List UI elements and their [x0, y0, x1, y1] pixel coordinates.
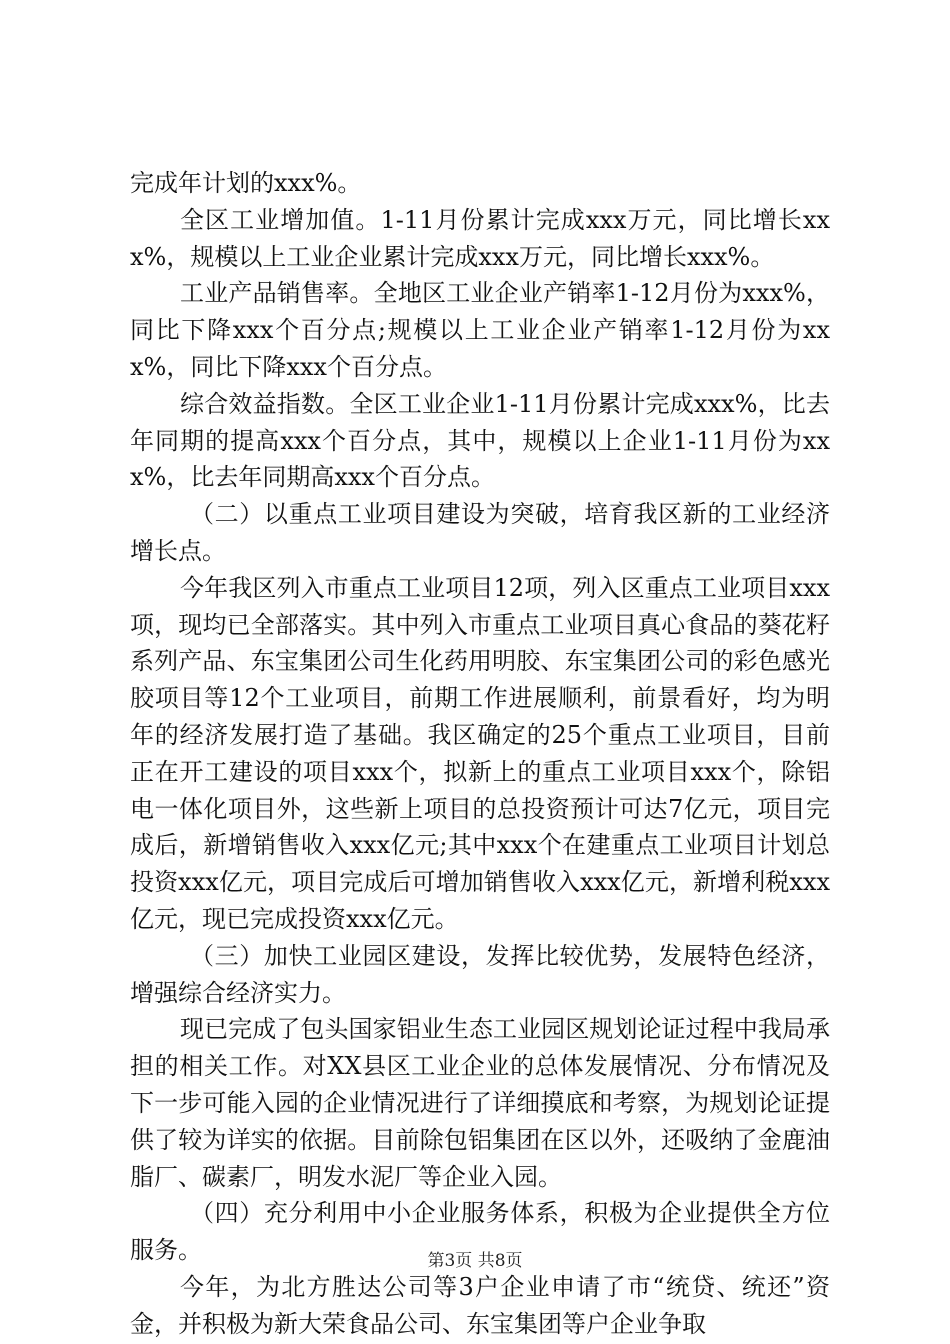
paragraph-2: 全区工业增加值。1-11月份累计完成xxx万元，同比增长xxx%，规模以上工业企业累计完成xxx万元，同比增长xxx%。: [130, 205, 830, 271]
section-heading-2: （二）以重点工业项目建设为突破，培育我区新的工业经济增长点。: [130, 500, 830, 565]
section-heading-4: （四）充分利用中小企业服务体系，积极为企业提供全方位服务。: [130, 1199, 830, 1265]
document-body: [130, 165, 830, 1343]
section-heading-3: （三）加快工业园区建设，发挥比较优势，发展特色经济，增强综合经济实力。: [130, 941, 830, 1007]
paragraph-8: 现已完成了包头国家铝业生态工业园区规划论证过程中我局承担的相关工作。对XX县区工业企业的总体发展情况、分布情况及下一步可能入园的企业情况进行了详细摸底和考察，为规划论证提供了较为详实的依据。目前除包铝集团在区以外，还吸纳了金鹿油脂厂、碳素厂，明发水泥厂等企业入园。: [130, 1015, 830, 1191]
paragraph-4: 综合效益指数。全区工业企业1-11月份累计完成xxx%，比去年同期的提高xxx个百分点，其中，规模以上企业1-11月份为xxx%，比去年同期高xxx个百分点。: [130, 389, 830, 492]
paragraph-3: 工业产品销售率。全地区工业企业产销率1-12月份为xxx%，同比下降xxx个百分点;规模以上工业企业产销率1-12月份为xxx%，同比下降xxx个百分点。: [130, 279, 830, 381]
paragraph-6: 今年我区列入市重点工业项目12项，列入区重点工业项目xxx项，现均已全部落实。其中列入市重点工业项目真心食品的葵花籽系列产品、东宝集团公司生化药用明胶、东宝集团公司的彩色感光胶项目等12个工业项目，前期工作进展顺利，前景看好，均为明年的经济发展打造了基础。我区确定的25个重点工业项目，目前正在开工建设的项目xxx个，拟新上的重点工业项目xxx个，除铝电一体化项目外，这些新上项目的总投资预计可达7亿元，项目完成后，新增销售收入xxx亿元;其中xxx个在建重点工业项目计划总投资xxx亿元，项目完成后可增加销售收入xxx亿元，新增利税xxx亿元，现已完成投资xxx亿元。: [130, 573, 830, 933]
paragraph-1: 完成年计划的xxx%。: [130, 169, 362, 197]
page-number-footer: 第3页 共8页: [427, 1251, 523, 1271]
paragraph-10: 今年，为北方胜达公司等3户企业申请了市“统贷、统还”资金，并积极为新大荣食品公司、东宝集团等户企业争取: [130, 1272, 830, 1338]
